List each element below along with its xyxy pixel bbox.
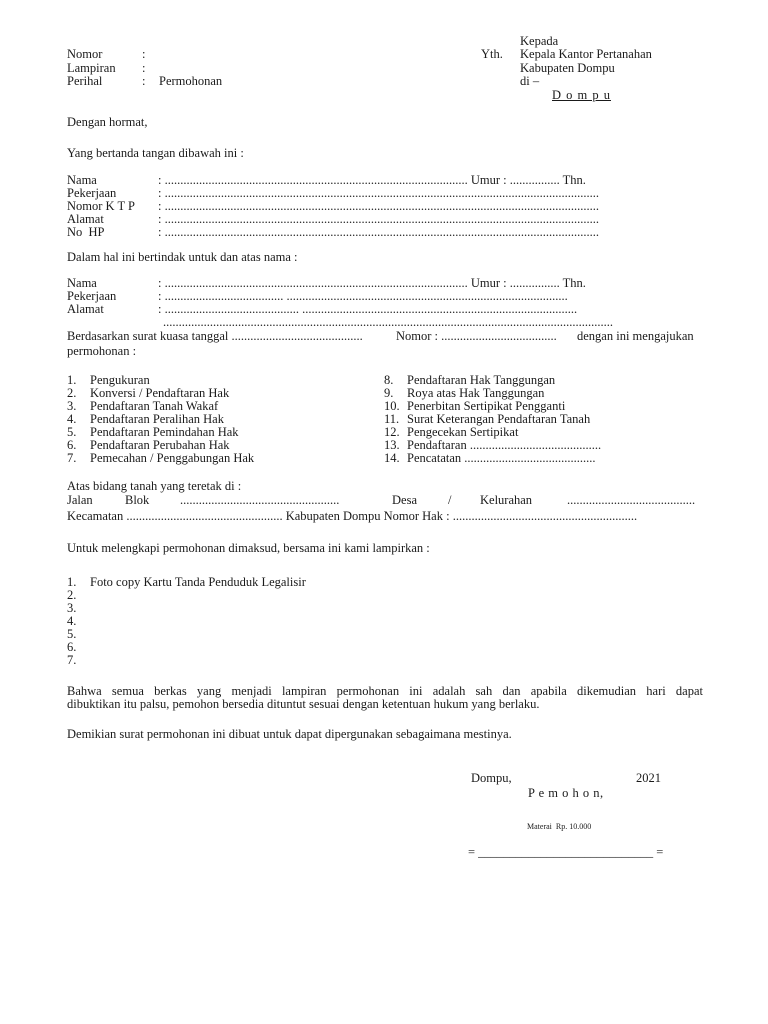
addressee-line1: Kepala Kantor Pertanahan <box>520 47 652 61</box>
applicant-hp-label: No HP <box>67 225 105 239</box>
jalan-label: Jalan <box>67 493 93 507</box>
perihal-value: Permohonan <box>159 74 223 88</box>
service-right-item-number: 14. <box>384 451 400 465</box>
service-right-item-label: Pengecekan Sertipikat <box>407 425 519 439</box>
service-right-item-label: Pendaftaran Hak Tanggungan <box>407 373 556 387</box>
applicant-alamat-label: Alamat <box>67 212 104 226</box>
nomor-colon: : <box>142 47 146 61</box>
statement-line2: dibuktikan itu palsu, pemohon bersedia dituntut sesuai dengan ketentuan hukum yang berlaku. <box>67 697 540 711</box>
salutation: Dengan hormat, <box>67 115 148 129</box>
attachment-item-number: 3. <box>67 601 77 615</box>
applicant-nama-label: Nama <box>67 173 97 187</box>
kuasa-line-mid: Nomor : ..................................... <box>396 329 557 343</box>
attachments-intro: Untuk melengkapi permohonan dimaksud, bersama ini kami lampirkan : <box>67 541 430 555</box>
applicant-ktp-label: Nomor K T P <box>67 199 135 213</box>
rep-alamat-label: Alamat <box>67 302 104 316</box>
closing-text: Demikian surat permohonan ini dibuat untuk dapat dipergunakan sebagaimana mestinya. <box>67 727 512 741</box>
applicant-alamat-field[interactable]: : ........................................................................................................................................... <box>158 213 599 226</box>
attachment-item-number: 1. <box>67 575 77 589</box>
service-left-item-number: 2. <box>67 386 77 400</box>
service-right-item-label: Surat Keterangan Pendaftaran Tanah <box>407 412 591 426</box>
applicant-pekerjaan-label: Pekerjaan <box>67 186 117 200</box>
service-left-item-number: 6. <box>67 438 77 452</box>
rep-nama-label: Nama <box>67 276 97 290</box>
kuasa-line-right: dengan ini mengajukan <box>577 329 694 343</box>
applicant-hp-field[interactable]: : ........................................................................................................................................... <box>158 226 599 239</box>
service-left-item-number: 3. <box>67 399 77 413</box>
yth-text: Yth. <box>481 47 503 61</box>
lampiran-colon: : <box>142 61 146 75</box>
service-right-item-number: 11. <box>384 412 400 426</box>
land-intro: Atas bidang tanah yang teretak di : <box>67 479 242 493</box>
service-left-item-number: 1. <box>67 373 77 387</box>
addressee-city: D o m p u <box>552 88 611 102</box>
perihal-label: Perihal <box>67 74 103 88</box>
service-left-item-label: Konversi / Pendaftaran Hak <box>90 386 230 400</box>
service-left-item-number: 5. <box>67 425 77 439</box>
attachment-item-number: 4. <box>67 614 77 628</box>
rep-alamat-field-2[interactable]: ................................................................................................................................................ <box>163 316 613 329</box>
service-right-item-number: 8. <box>384 373 394 387</box>
kuasa-line-left: Berdasarkan surat kuasa tanggal .......................................... <box>67 329 363 343</box>
signature-role: P e m o h o n, <box>528 786 604 800</box>
intro-text: Yang bertanda tangan dibawah ini : <box>67 146 244 160</box>
statement-line1: Bahwa semua berkas yang menjadi lampiran permohonan ini adalah sah dan apabila dikemudian hari dapat <box>67 684 703 698</box>
nomor-label: Nomor <box>67 47 103 61</box>
rep-pekerjaan-field[interactable]: : ...................................... .......................................................................................... <box>158 290 568 303</box>
kecamatan-line[interactable]: Kecamatan .................................................. Kabupaten Dompu Nomor Hak : ........................................................... <box>67 510 638 523</box>
attachment-item-number: 7. <box>67 653 77 667</box>
applicant-nama-field[interactable]: : ................................................................................................. Umur : ................ Thn. <box>158 174 586 187</box>
service-right-item-number: 10. <box>384 399 400 413</box>
perihal-colon: : <box>142 74 146 88</box>
service-left-item-number: 7. <box>67 451 77 465</box>
service-left-item-label: Pendaftaran Pemindahan Hak <box>90 425 239 439</box>
service-left-item-number: 4. <box>67 412 77 426</box>
service-left-item-label: Pendaftaran Perubahan Hak <box>90 438 230 452</box>
signature-place: Dompu, <box>471 771 512 785</box>
signature-name-line[interactable]: = ____________________________ = <box>468 845 664 859</box>
addressee-line3: di – <box>520 74 540 88</box>
service-right-item-number: 13. <box>384 438 400 452</box>
kelurahan-field[interactable]: ......................................... <box>567 493 696 507</box>
service-right-item-number: 9. <box>384 386 394 400</box>
service-left-item-label: Pengukuran <box>90 373 150 387</box>
blok-field[interactable]: ................................................... <box>180 493 340 507</box>
service-left-item-label: Pemecahan / Penggabungan Hak <box>90 451 255 465</box>
applicant-ktp-field[interactable]: : ........................................................................................................................................... <box>158 200 599 213</box>
desa-label: Desa <box>392 493 417 507</box>
desa-slash: / <box>448 493 452 507</box>
service-left-item-label: Pendaftaran Peralihan Hak <box>90 412 224 426</box>
service-right-item-label: Pendaftaran .......................................... <box>407 438 602 452</box>
service-left-item-label: Pendaftaran Tanah Wakaf <box>90 399 219 413</box>
kepada-text: Kepada <box>520 34 559 48</box>
attachment-item-number: 2. <box>67 588 77 602</box>
addressee-line2: Kabupaten Dompu <box>520 61 615 75</box>
applicant-pekerjaan-field[interactable]: : ........................................................................................................................................... <box>158 187 599 200</box>
rep-pekerjaan-label: Pekerjaan <box>67 289 117 303</box>
service-right-item-label: Pencatatan .......................................... <box>407 451 596 465</box>
representation-intro: Dalam hal ini bertindak untuk dan atas nama : <box>67 250 298 264</box>
attachment-item-number: 5. <box>67 627 77 641</box>
rep-nama-field[interactable]: : ................................................................................................. Umur : ................ Thn. <box>158 277 586 290</box>
materai-label: Materai Rp. 10.000 <box>527 822 592 831</box>
lampiran-label: Lampiran <box>67 61 116 75</box>
signature-year: 2021 <box>636 771 661 785</box>
service-right-item-number: 12. <box>384 425 400 439</box>
service-right-item-label: Penerbitan Sertipikat Pengganti <box>407 399 566 413</box>
attachment-item-label: Foto copy Kartu Tanda Penduduk Legalisir <box>90 575 306 589</box>
attachment-item-number: 6. <box>67 640 77 654</box>
kuasa-line2: permohonan : <box>67 344 137 358</box>
blok-label: Blok <box>125 493 150 507</box>
kelurahan-label: Kelurahan <box>480 493 533 507</box>
service-right-item-label: Roya atas Hak Tanggungan <box>407 386 545 400</box>
rep-alamat-field[interactable]: : ........................................... ........................................................................................ <box>158 303 578 316</box>
